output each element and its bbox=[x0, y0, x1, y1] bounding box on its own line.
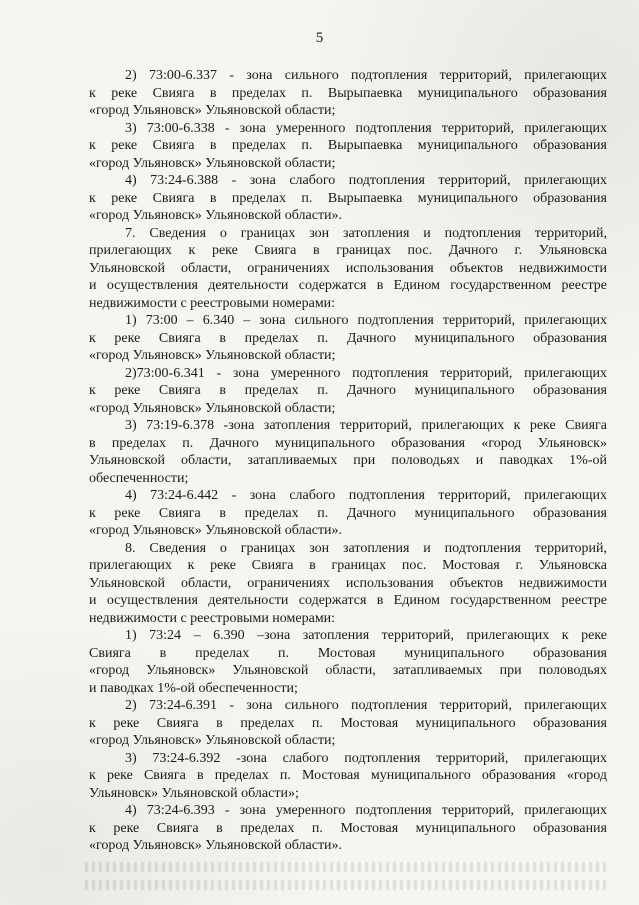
paragraph bbox=[89, 697, 607, 750]
text-line: прилегающих к реке Свияга в границах пос. Мостовая г. Ульяновска bbox=[89, 558, 607, 573]
scan-noise bbox=[85, 880, 610, 890]
text-line: недвижимости с реестровыми номерами: bbox=[89, 295, 336, 311]
text-line: Ульяновской области, ограничениях использования объектов недвижимости bbox=[89, 260, 607, 276]
text-line: к реке Свияга в пределах п. Мостовая муниципального образования «город bbox=[89, 768, 607, 783]
text-line: к реке Свияга в пределах п. Мостовая муниципального образования bbox=[89, 820, 607, 836]
text-line: и осуществления деятельности содержатся в Едином государственном реестре bbox=[89, 593, 607, 608]
scan-noise bbox=[85, 862, 610, 872]
text-line: в пределах п. Дачного муниципального образования «город Ульяновск» bbox=[89, 435, 607, 451]
text-line: и паводках 1%-ой обеспеченности; bbox=[89, 680, 298, 696]
paragraph bbox=[89, 750, 607, 803]
text-line: 3) 73:19-6.378 -зона затопления территорий, прилегающих к реке Свияга bbox=[125, 418, 607, 433]
text-line: Ульяновск» Ульяновской области»; bbox=[89, 785, 299, 801]
text-line: 4) 73:24-6.388 - зона слабого подтопления территорий, прилегающих bbox=[125, 173, 607, 188]
text-line: к реке Свияга в пределах п. Дачного муниципального образования bbox=[89, 330, 607, 346]
text-line: «город Ульяновск» Ульяновской области». bbox=[89, 838, 343, 853]
text-line: «город Ульяновск» Ульяновской области; bbox=[89, 155, 336, 171]
text-line: «город Ульяновск» Ульяновской области; bbox=[89, 348, 336, 363]
text-line: прилегающих к реке Свияга в границах пос. Дачного г. Ульяновска bbox=[89, 243, 607, 258]
text-line: Ульяновской области, ограничениях использования объектов недвижимости bbox=[89, 575, 607, 591]
paragraph bbox=[89, 540, 607, 628]
text-line: к реке Свияга в пределах п. Дачного муниципального образования bbox=[89, 383, 607, 398]
text-line: «город Ульяновск» Ульяновской области». bbox=[89, 208, 343, 223]
text-line: «город Ульяновск» Ульяновской области». bbox=[89, 523, 343, 538]
text-line: 7. Сведения о границах зон затопления и подтопления территорий, bbox=[125, 225, 607, 241]
text-line: к реке Свияга в пределах п. Мостовая муниципального образования bbox=[89, 715, 607, 731]
paragraph bbox=[89, 802, 607, 855]
paragraph bbox=[89, 312, 607, 365]
text-line: 3) 73:00-6.338 - зона умеренного подтопления территорий, прилегающих bbox=[125, 120, 607, 136]
paragraph bbox=[89, 365, 607, 418]
text-line: к реке Свияга в пределах п. Вырыпаевка муниципального образования bbox=[89, 190, 607, 206]
text-line: 4) 73:24-6.442 - зона слабого подтопления территорий, прилегающих bbox=[125, 488, 607, 503]
paragraph bbox=[89, 487, 607, 540]
text-line: 1) 73:24 – 6.390 –зона затопления территорий, прилегающих к реке bbox=[125, 628, 607, 643]
text-line: к реке Свияга в пределах п. Дачного муниципального образования bbox=[89, 505, 607, 521]
paragraph bbox=[89, 172, 607, 225]
text-line: «город Ульяновск» Ульяновской области; bbox=[89, 103, 336, 118]
text-line: «город Ульяновск» Ульяновской области, затапливаемых при половодьях bbox=[89, 663, 607, 678]
text-line: 3) 73:24-6.392 -зона слабого подтопления территорий, прилегающих bbox=[125, 750, 607, 766]
paragraph bbox=[89, 225, 607, 313]
text-line: 8. Сведения о границах зон затопления и подтопления территорий, bbox=[125, 540, 607, 556]
page-number: 5 bbox=[315, 30, 324, 46]
text-line: к реке Свияга в пределах п. Вырыпаевка муниципального образования bbox=[89, 138, 607, 153]
text-line: 2) 73:24-6.391 - зона сильного подтопления территорий, прилегающих bbox=[125, 698, 607, 713]
paragraph bbox=[89, 67, 607, 120]
text-line: обеспеченности; bbox=[89, 470, 189, 486]
text-line: к реке Свияга в пределах п. Вырыпаевка муниципального образования bbox=[89, 85, 607, 101]
text-line: «город Ульяновск» Ульяновской области; bbox=[89, 400, 336, 416]
text-line: 2) 73:00-6.337 - зона сильного подтопления территорий, прилегающих bbox=[125, 68, 607, 83]
text-line: «город Ульяновск» Ульяновской области; bbox=[89, 733, 336, 748]
paragraph bbox=[89, 120, 607, 173]
document-body bbox=[89, 67, 607, 855]
text-line: Свияга в пределах п. Мостовая муниципального образования bbox=[89, 645, 607, 661]
text-line: недвижимости с реестровыми номерами: bbox=[89, 610, 336, 626]
paragraph bbox=[89, 417, 607, 487]
text-line: 2)73:00-6.341 - зона умеренного подтопления территорий, прилегающих bbox=[125, 365, 607, 381]
paragraph bbox=[89, 627, 607, 697]
text-line: и осуществления деятельности содержатся в Едином государственном реестре bbox=[89, 278, 607, 293]
text-line: 4) 73:24-6.393 - зона умеренного подтопления территорий, прилегающих bbox=[125, 803, 607, 818]
text-line: Ульяновской области, затапливаемых при половодьях и паводках 1%-ой bbox=[89, 453, 607, 468]
text-line: 1) 73:00 – 6.340 – зона сильного подтопления территорий, прилегающих bbox=[125, 313, 607, 328]
